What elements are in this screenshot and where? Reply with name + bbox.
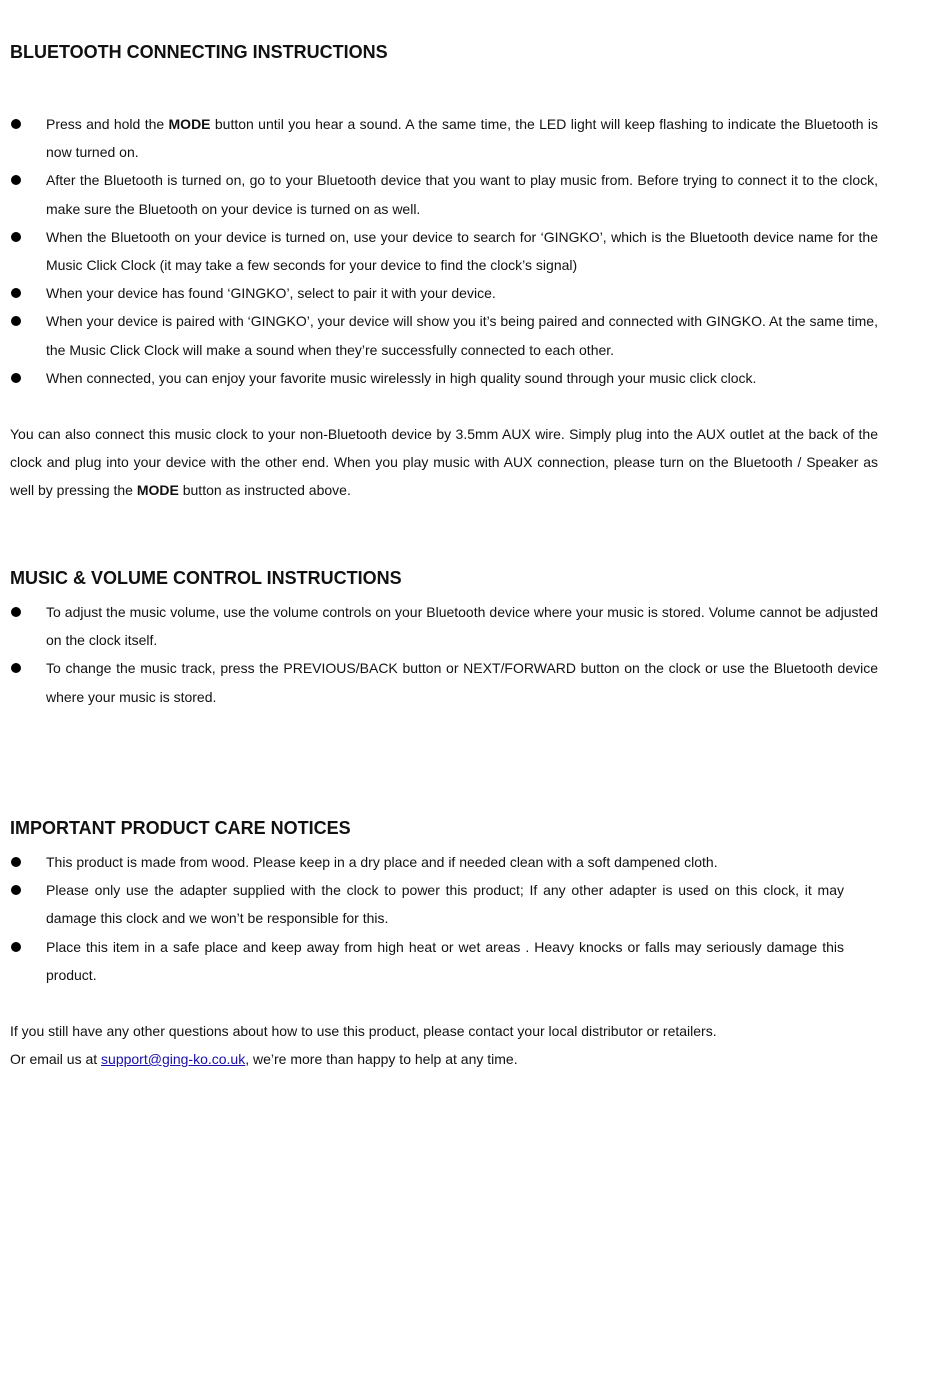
bullet-icon	[11, 942, 21, 952]
bullet-icon	[11, 232, 21, 242]
bullet-icon	[11, 119, 21, 129]
list-item: Press and hold the MODE button until you hear a sound. A the same time, the LED light will keep flashing to indicate the Bluetooth is now turned on.	[10, 110, 878, 166]
support-email-link[interactable]: support@ging-ko.co.uk	[101, 1051, 246, 1067]
care-section-title: IMPORTANT PRODUCT CARE NOTICES	[10, 818, 351, 838]
email-line: Or email us at support@ging-ko.co.uk, we’re more than happy to help at any time.	[10, 1051, 518, 1067]
bullet-icon	[11, 607, 21, 617]
aux-connection-paragraph: You can also connect this music clock to your non-Bluetooth device by 3.5mm AUX wire. Simply plug into the AUX outlet at the back of the clock and plug into your device with the other end. When you play music with AUX connection, please turn on the Bluetooth / Speaker as well by pressing the MODE button as instructed above.	[10, 426, 878, 499]
list-item: This product is made from wood. Please keep in a dry place and if needed clean with a soft dampened cloth.	[10, 848, 844, 876]
mode-keyword: MODE	[136, 482, 179, 499]
bullet-icon	[11, 857, 21, 867]
list-item: When your device is paired with ‘GINGKO’, your device will show you it’s being paired and connected with GINGKO. At the same time, the Music Click Clock will make a sound when they’re successfully connected to each other.	[10, 307, 878, 363]
contact-line: If you still have any other questions about how to use this product, please contact your local distributor or retailers.	[10, 1023, 717, 1039]
list-item: To change the music track, press the PREVIOUS/BACK button or NEXT/FORWARD button on the clock or use the Bluetooth device where your music is stored.	[10, 654, 878, 710]
music-volume-list	[10, 598, 878, 711]
list-item: After the Bluetooth is turned on, go to your Bluetooth device that you want to play music from. Before trying to connect it to the clock, make sure the Bluetooth on your device is turned on as well.	[10, 166, 878, 222]
list-item: When the Bluetooth on your device is turned on, use your device to search for ‘GINGKO’, which is the Bluetooth device name for the Music Click Clock (it may take a few seconds for your device to find the clock’s signal)	[10, 223, 878, 279]
mode-keyword: MODE	[168, 116, 211, 132]
bullet-icon	[11, 175, 21, 185]
list-item: To adjust the music volume, use the volume controls on your Bluetooth device where your music is stored. Volume cannot be adjusted on the clock itself.	[10, 598, 878, 654]
bullet-icon	[11, 885, 21, 895]
bullet-icon	[11, 663, 21, 673]
list-item: Place this item in a safe place and keep away from high heat or wet areas . Heavy knocks or falls may seriously damage this product.	[10, 933, 844, 989]
music-volume-section-title: MUSIC & VOLUME CONTROL INSTRUCTIONS	[10, 568, 402, 588]
bullet-icon	[11, 373, 21, 383]
care-notices-list	[10, 848, 844, 989]
bluetooth-section-title: BLUETOOTH CONNECTING INSTRUCTIONS	[10, 42, 388, 62]
list-item: When connected, you can enjoy your favorite music wirelessly in high quality sound through your music click clock.	[10, 364, 878, 392]
list-item: Please only use the adapter supplied with the clock to power this product; If any other adapter is used on this clock, it may damage this clock and we won’t be responsible for this.	[10, 876, 844, 932]
bullet-icon	[11, 316, 21, 326]
list-item: When your device has found ‘GINGKO’, select to pair it with your device.	[10, 279, 878, 307]
bluetooth-steps-list	[10, 110, 878, 392]
bullet-icon	[11, 288, 21, 298]
